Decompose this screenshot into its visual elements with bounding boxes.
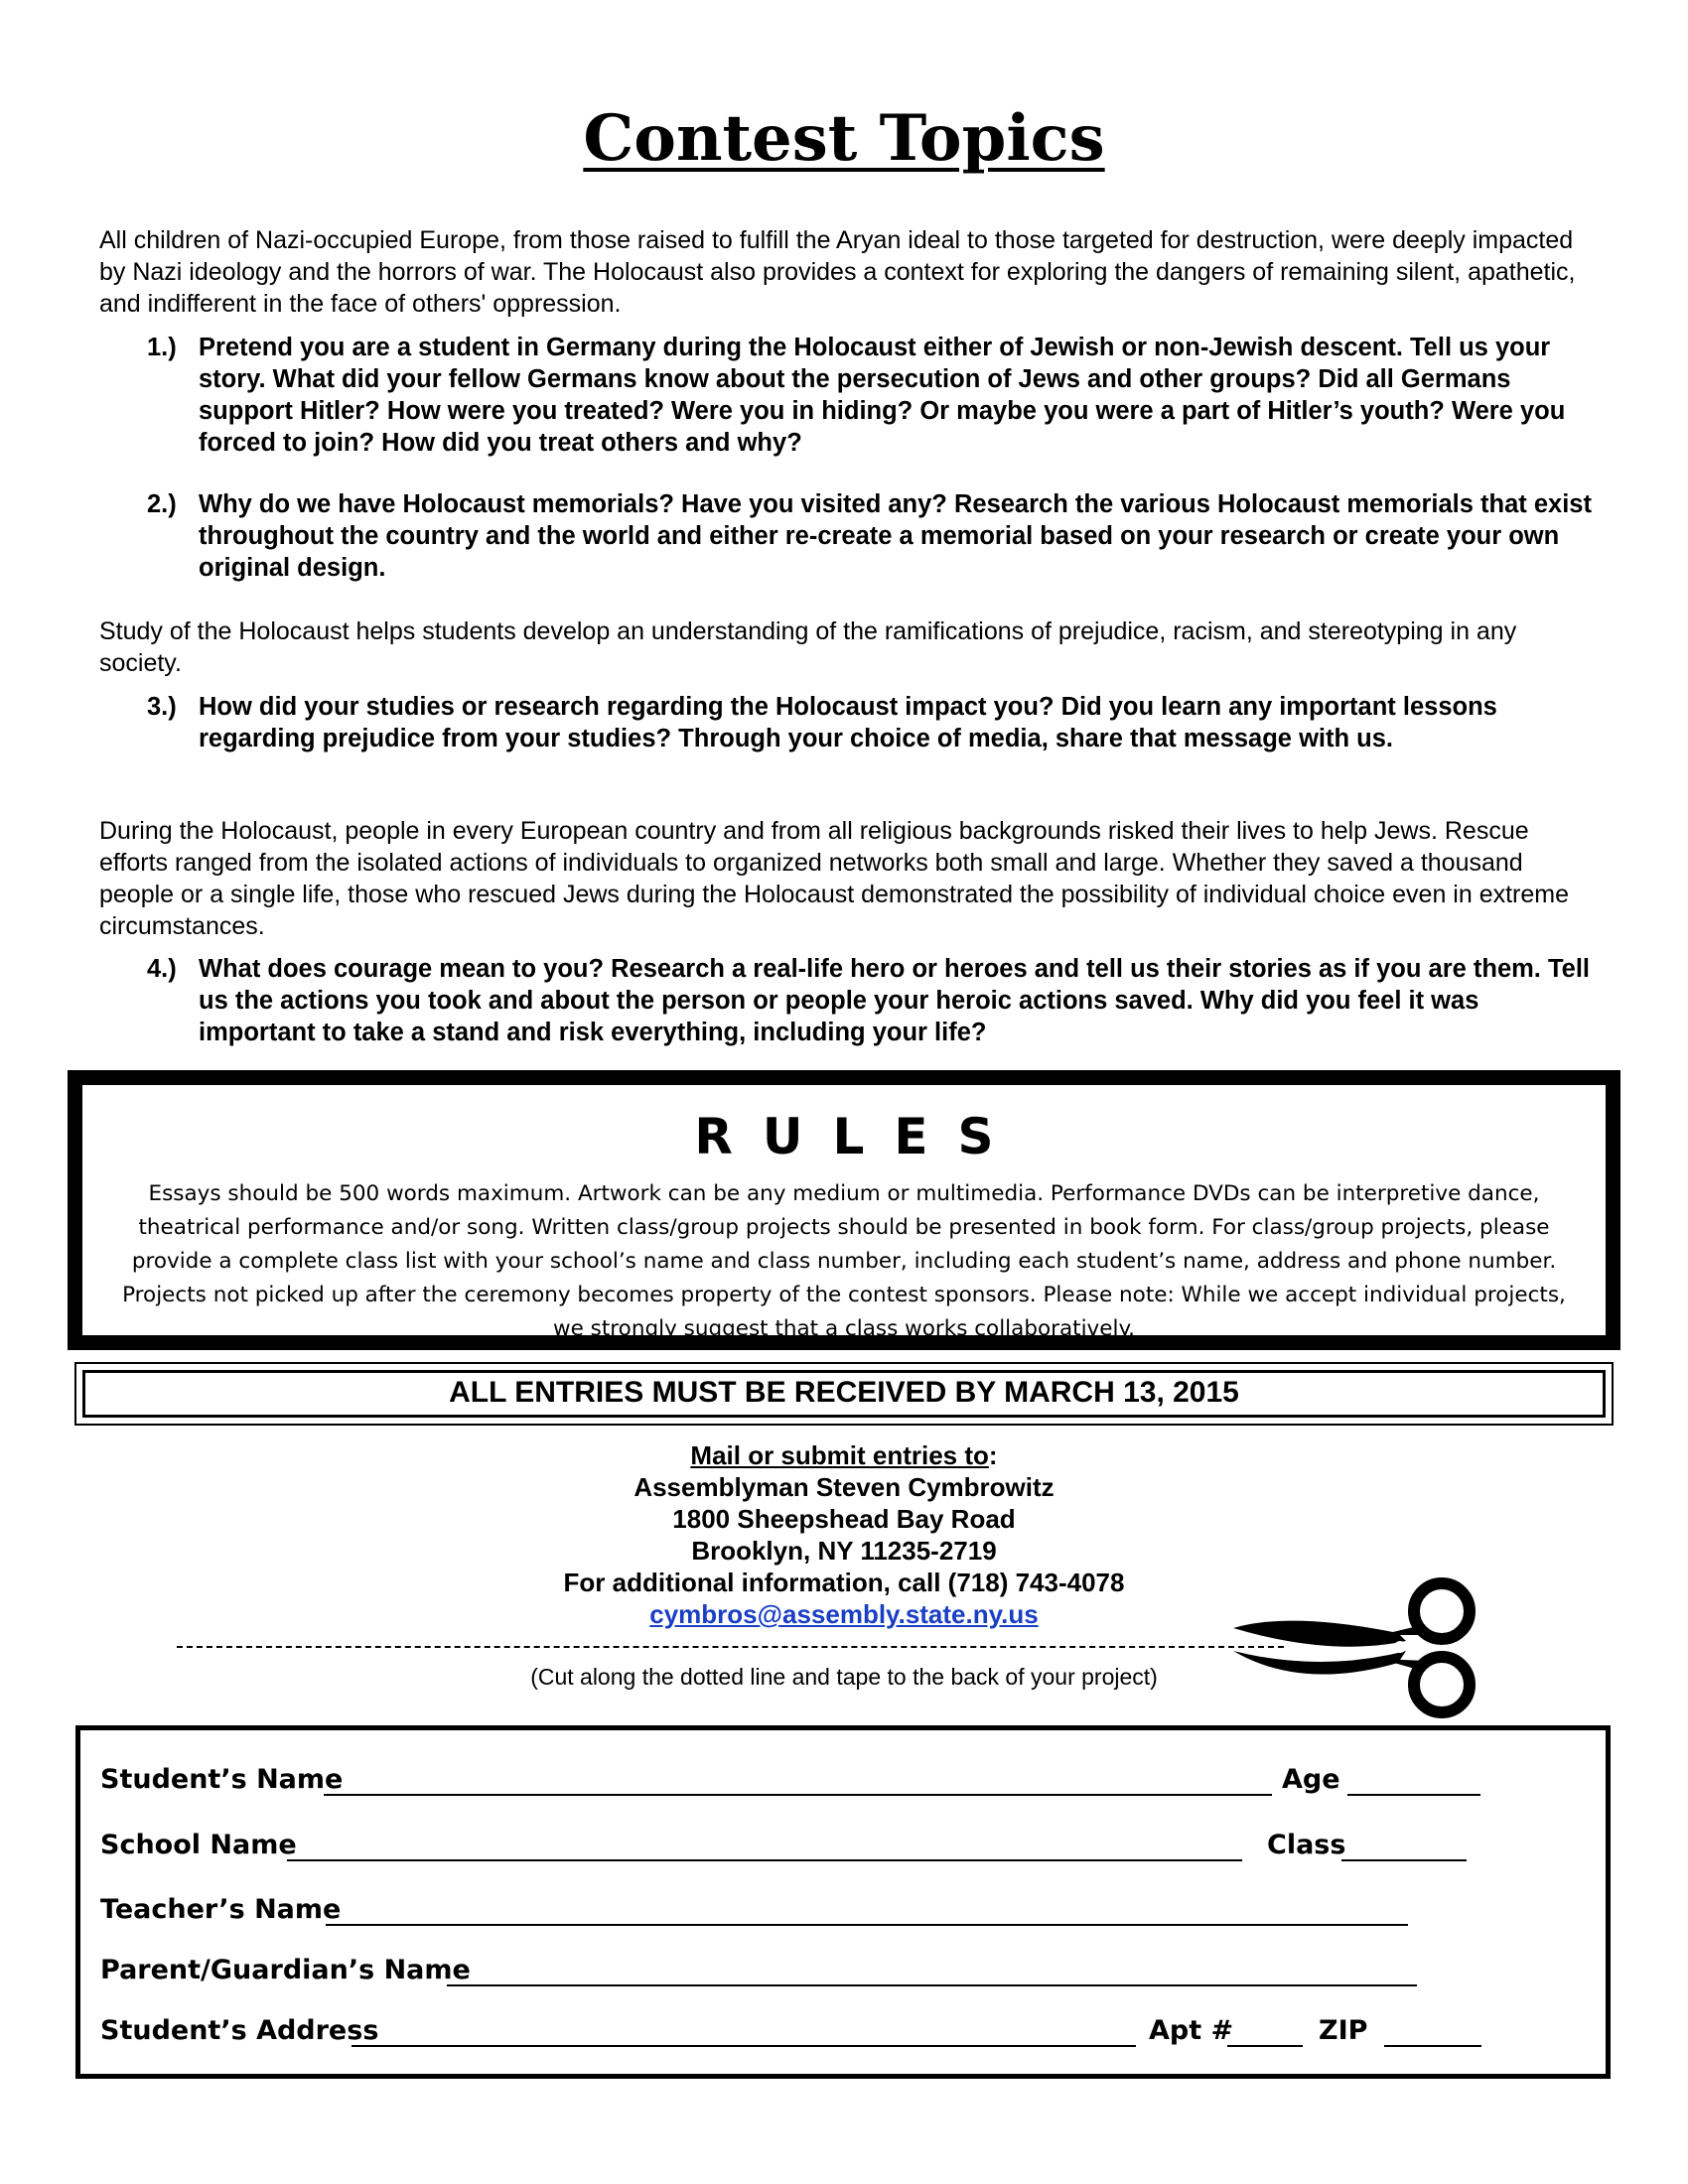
- question-text: Why do we have Holocaust memorials? Have you visited any? Research the various Holocaust memorials that exist throughout the country and the world and either re-create a memorial based on your research or create your own original design.: [199, 490, 1592, 582]
- class-label: Class: [1267, 1830, 1346, 1860]
- teacher-name-field[interactable]: [326, 1924, 1408, 1926]
- rules-box: [68, 1070, 1620, 1350]
- page-title-text: Contest Topics: [583, 101, 1105, 176]
- zip-label: ZIP: [1319, 2015, 1368, 2046]
- question-4: [147, 953, 1592, 1048]
- age-label: Age: [1282, 1764, 1340, 1795]
- question-text: How did your studies or research regarding the Holocaust impact you? Did you learn any important lessons regarding prejudice from your studies? Through your choice of media, share that message with us.: [199, 693, 1497, 752]
- question-number: 2.): [147, 490, 177, 518]
- rules-text: Essays should be 500 words maximum. Artwork can be any medium or multimedia. Performance DVDs can be interpretive dance, theatrical performance and/or song. Written class/group projects should be presented in book form. For class/group projects, please provide a complete class list with your school’s name and class number, including each student’s name, address and phone number. Projects not picked up after the ceremony becomes property of the contest sponsors. Please note: While we accept individual projects, we strongly suggest that a class works collaboratively.: [122, 1181, 1566, 1341]
- deadline-banner: [74, 1362, 1614, 1426]
- question-1: [147, 332, 1592, 459]
- recipient-name: Assemblyman Steven Cymbrowitz: [633, 1472, 1055, 1502]
- parent-name-label: Parent/Guardian’s Name: [100, 1955, 471, 1985]
- question-2: [147, 488, 1592, 584]
- page-title: [0, 99, 1688, 179]
- apt-label: Apt #: [1149, 2015, 1234, 2046]
- zip-field[interactable]: [1384, 2045, 1481, 2047]
- deadline-text: ALL ENTRIES MUST BE RECEIVED BY MARCH 13, 2015: [82, 1370, 1606, 1418]
- address-field[interactable]: [352, 2045, 1136, 2047]
- entry-form: [75, 1725, 1611, 2079]
- cut-line: [177, 1646, 1284, 1648]
- teacher-name-label: Teacher’s Name: [100, 1894, 342, 1925]
- cut-instruction: (Cut along the dotted line and tape to the back of your project): [530, 1664, 1158, 1690]
- question-number: 3.): [147, 693, 177, 721]
- question-number: 1.): [147, 334, 177, 361]
- apt-field[interactable]: [1227, 2045, 1303, 2047]
- age-field[interactable]: [1347, 1794, 1480, 1796]
- school-name-field[interactable]: [287, 1859, 1242, 1861]
- intro-paragraph-3: During the Holocaust, people in every European country and from all religious backgrounds risked their lives to help Jews. Rescue efforts ranged from the isolated actions of individuals to organized networks both small and large. Whether they saved a thousand people or a single life, those who rescued Jews during the Holocaust demonstrated the possibility of individual choice even in extreme circumstances.: [99, 817, 1570, 940]
- mail-header-line: [298, 1439, 1390, 1471]
- phone-info: For additional information, call (718) 743-4078: [563, 1568, 1125, 1597]
- scissors-icon: [1231, 1573, 1484, 1722]
- parent-name-field[interactable]: [447, 1984, 1417, 1986]
- question-text: What does courage mean to you? Research a real-life hero or heroes and tell us their stories as if you are them. Tell us the actions you took and about the person or people your heroic actions saved. Why did you feel it was important to take a stand and risk everything, including your life?: [199, 955, 1591, 1046]
- intro-paragraph-1: All children of Nazi-occupied Europe, from those raised to fulfill the Aryan ideal to those targeted for destruction, were deeply impacted by Nazi ideology and the horrors of war. The Holocaust also provides a context for exploring the dangers of remaining silent, apathetic, and indifferent in the face of others' oppression.: [99, 226, 1576, 318]
- student-name-field[interactable]: [324, 1794, 1272, 1796]
- street-address: 1800 Sheepshead Bay Road: [672, 1504, 1016, 1534]
- intro-paragraph-2: Study of the Holocaust helps students develop an understanding of the ramifications of prejudice, racism, and stereotyping in any society.: [99, 617, 1517, 677]
- school-name-label: School Name: [100, 1830, 297, 1860]
- class-field[interactable]: [1341, 1859, 1467, 1861]
- question-text: Pretend you are a student in Germany during the Holocaust either of Jewish or non-Jewish descent. Tell us your story. What did your fellow Germans know about the persecution of Jews and other groups? Did all Germans support Hitler? How were you treated? Were you in hiding? Or maybe you were a part of Hitler’s youth? Were you forced to join? How did you treat others and why?: [199, 334, 1566, 457]
- question-3: [147, 691, 1592, 754]
- mail-header-colon: :: [988, 1440, 998, 1470]
- mail-header: Mail or submit entries to: [690, 1440, 989, 1470]
- city-state-zip: Brooklyn, NY 11235-2719: [691, 1536, 997, 1566]
- student-name-label: Student’s Name: [100, 1764, 344, 1795]
- rules-heading: RULES: [694, 1108, 1024, 1165]
- address-label: Student’s Address: [100, 2015, 379, 2046]
- mailing-address: [298, 1439, 1390, 1630]
- question-number: 4.): [147, 955, 177, 983]
- email-link[interactable]: cymbros@assembly.state.ny.us: [649, 1599, 1039, 1629]
